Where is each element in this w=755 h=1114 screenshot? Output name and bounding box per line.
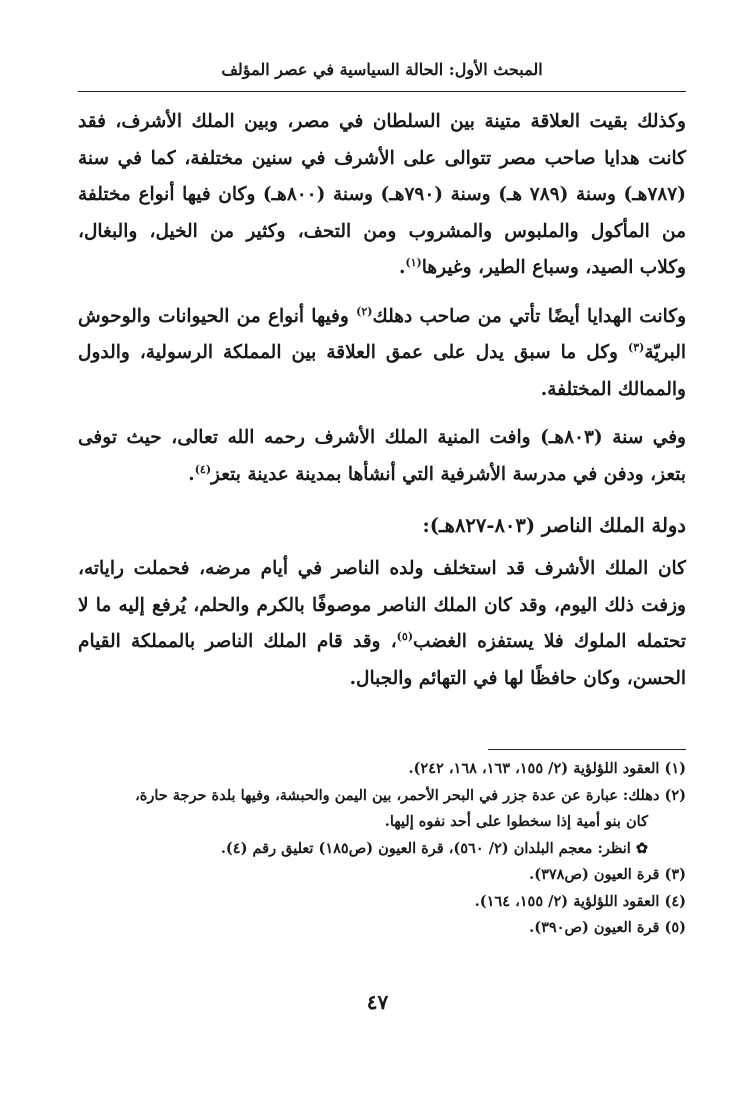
footnote-2-continuation: كان بنو أمية إذا سخطوا على أحد نفوه إليها.: [384, 813, 648, 830]
footnote-2-reference: ✿ انظر: معجم البلدان (٢/ ٥٦٠)، قرة العيون (ص١٨٥) تعليق رقم (٤).: [220, 839, 648, 857]
section-heading: دولة الملك الناصر (٨٠٣-٨٢٧هـ):: [422, 514, 686, 537]
footnote-number: (٢): [659, 786, 686, 804]
paragraph-2: [78, 299, 686, 409]
footnote-term: دهلك: [628, 786, 660, 804]
paragraph-3: [78, 420, 686, 493]
paragraph-text: وكانت الهدايا أيضًا تأتي من صاحب دهلك: [372, 305, 686, 327]
paragraph-text: وفي سنة (٨٠٣هـ) وافت المنية الملك الأشرف رحمه الله تعالى، حيث توفى بتعز، ودفن في مدرسة الأشرفية التي أنشأها بمدينة عدينة بتعز: [78, 427, 686, 485]
footnote-1: (١) العقود اللؤلؤية (٢/ ١٥٥، ١٦٣، ١٦٨، ٢٤٢).: [408, 760, 686, 777]
footnote-3: (٣) قرة العيون (ص٣٧٨).: [529, 866, 686, 883]
footnote-2: [78, 783, 686, 810]
paragraph-text: وكل ما سبق يدل على عمق العلاقة بين المملكة الرسولية، والدول والممالك المختلفة.: [78, 342, 686, 400]
paragraph-text: ، وقد قام الملك الناصر بالمملكة القيام الحسن، وكان حافظًا لها في التهائم والجبال.: [78, 631, 686, 689]
footnote-rule: [488, 749, 686, 750]
footnote-ref-1[interactable]: (١): [405, 255, 422, 269]
footnote-ref-3[interactable]: (٣): [628, 340, 645, 354]
main-text: [78, 104, 686, 709]
header-rule: [78, 91, 686, 92]
footnote-ref-2[interactable]: (٢): [356, 304, 373, 318]
paragraph-4: [78, 551, 686, 697]
paragraph-text: وكذلك بقيت العلاقة متينة بين السلطان في مصر، وبين الملك الأشرف، فقد كانت هدايا صاحب مصر تتوالى على الأشرف في سنين مختلفة، كما في سنة (٧٨٧هـ) وسنة (٧٨٩ هـ) وسنة (٧٩٠هـ) وسنة (٨٠٠هـ) وكان فيها أنواع مختلفة من المأكول والملبوس والمشروب ومن التحف، وكثير من الخيل، والبغال، وكلاب الصيد، وسباع الطير، وغيرها: [78, 111, 687, 278]
footnote-text: : عبارة عن عدة جزر في البحر الأحمر، بين اليمن والحبشة، وفيها بلدة حرجة حارة،: [135, 786, 629, 804]
footnote-4: (٤) العقود اللؤلؤية (٢/ ١٥٥، ١٦٤).: [474, 892, 686, 910]
footnote-ref-4[interactable]: (٤): [194, 462, 212, 476]
footnote-ref-5[interactable]: (٥): [396, 629, 414, 643]
paragraph-1: [78, 104, 686, 287]
running-header: المبحث الأول: الحالة السياسية في عصر المؤلف: [221, 60, 543, 79]
paragraph-text: كان الملك الأشرف قد استخلف ولده الناصر في أيام مرضه، فحملت راياته، وزفت ذلك اليوم، وقد كان الملك الناصر موصوفًا بالكرم والحلم، يُرفع إليه ما لا تحتمله الملوك فلا يستفزه الغضب: [78, 558, 686, 652]
footnote-5: (٥) قرة العيون (ص٣٩٠).: [529, 919, 686, 936]
paragraph-text: .: [398, 257, 406, 278]
paragraph-text: .: [188, 463, 195, 485]
footnotes: [78, 756, 686, 942]
paragraph-text: وفيها أنواع من الحيوانات والوحوش البريّة: [78, 305, 686, 363]
page-number: ٤٧: [366, 990, 389, 1014]
